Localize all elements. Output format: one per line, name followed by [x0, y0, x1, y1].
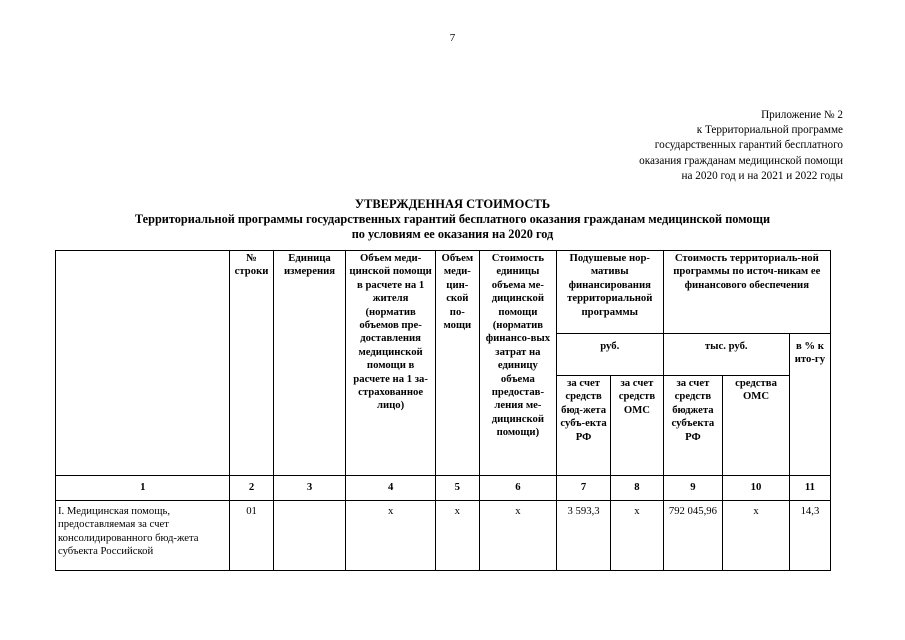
column-number: 7 — [556, 476, 610, 501]
table-row — [56, 501, 831, 571]
appendix-line: оказания гражданам медицинской помощи — [639, 154, 843, 167]
column-number: 2 — [230, 476, 273, 501]
row-name: I. Медицинская помощь, предоставляемая за счет консолидированного бюд-жета субъекта Российской — [56, 501, 230, 571]
header-volume: Объем меди-цин-ской по-мощи — [435, 251, 479, 476]
appendix-note — [543, 108, 843, 184]
header-thousand-rub: тыс. руб. — [663, 334, 789, 376]
row-unit — [273, 501, 346, 571]
column-numbers-row — [56, 476, 831, 501]
page-number: 7 — [449, 32, 456, 44]
header-program-cost: Стоимость территориаль-ной программы по источ-никам ее финансового обеспечения — [663, 251, 830, 334]
appendix-line: на 2020 год и на 2021 и 2022 годы — [681, 169, 843, 182]
document-title-block — [55, 196, 850, 241]
document-subtitle-continued: по условиям ее оказания на 2020 год — [351, 226, 554, 241]
header-per-capita-norms: Подушевые нор-мативы финансирования территориальной программы — [556, 251, 663, 334]
row-percent: 14,3 — [789, 501, 830, 571]
header-unit-cost: Стоимость единицы объема ме-дицинской помощи (норматив финансо-вых затрат на единицу объема предостав-ления ме-дицинской помощи) — [479, 251, 556, 476]
row-unit-cost: х — [479, 501, 556, 571]
row-volume-per-capita: х — [346, 501, 435, 571]
row-budget-rub: 3 593,3 — [556, 501, 610, 571]
document-title: УТВЕРЖДЕННАЯ СТОИМОСТЬ — [354, 197, 551, 211]
header-rub: руб. — [556, 334, 663, 376]
row-oms-rub: х — [611, 501, 663, 571]
column-number: 1 — [56, 476, 230, 501]
header-percent-of-total: в % к ито-гу — [789, 334, 830, 476]
column-number: 6 — [479, 476, 556, 501]
row-budget-thousand: 792 045,96 — [663, 501, 723, 571]
column-number: 10 — [723, 476, 790, 501]
column-number: 5 — [435, 476, 479, 501]
document-subtitle: Территориальной программы государственных гарантий бесплатного оказания гражданам медицинской помощи — [134, 212, 771, 226]
column-number: 4 — [346, 476, 435, 501]
row-number: 01 — [230, 501, 273, 571]
header-budget-thousand: за счет средств бюджета субъекта РФ — [663, 376, 723, 476]
column-number: 9 — [663, 476, 723, 501]
header-empty-cell — [56, 251, 230, 476]
header-unit: Единица измерения — [273, 251, 346, 476]
appendix-line: к Территориальной программе — [696, 124, 843, 137]
cost-table — [55, 250, 831, 571]
column-number: 11 — [789, 476, 830, 501]
appendix-line: государственных гарантий бесплатного — [654, 139, 843, 152]
column-number: 8 — [611, 476, 663, 501]
column-number: 3 — [273, 476, 346, 501]
header-oms-rub: за счет средств ОМС — [611, 376, 663, 476]
header-row-number: № строки — [230, 251, 273, 476]
header-volume-per-capita: Объем меди-цинской помощи в расчете на 1 жителя (норматив объемов пре-доставления медицинской помощи в расчете на 1 за-страхованное лицо) — [346, 251, 435, 476]
row-volume: х — [435, 501, 479, 571]
row-oms-thousand: х — [723, 501, 790, 571]
header-oms-thousand: средства ОМС — [723, 376, 790, 476]
header-budget-rub: за счет средств бюд-жета субъ-екта РФ — [556, 376, 610, 476]
appendix-line: Приложение № 2 — [761, 109, 843, 121]
